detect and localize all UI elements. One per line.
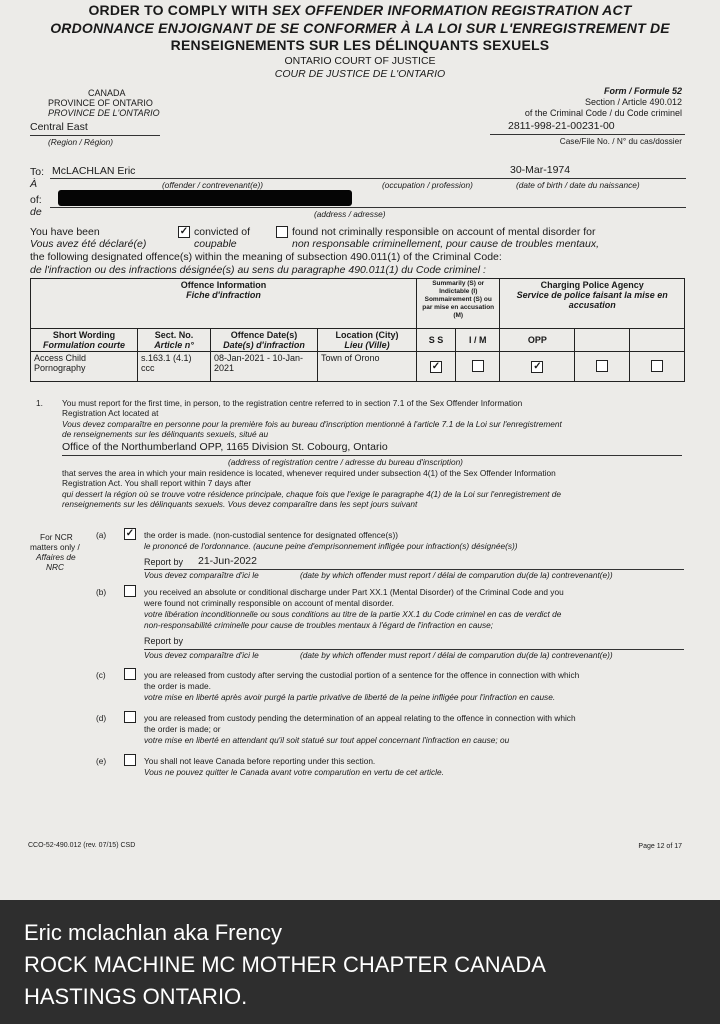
table-row (31, 352, 685, 382)
report-by-date: 21-Jun-2022 (198, 555, 257, 567)
cond-b-l1: you received an absolute or conditional discharge under Part XX.1 (Mental Disorder) of the Criminal Code and you (144, 587, 564, 597)
region-label: (Region / Région) (48, 137, 114, 147)
agency-header: Charging Police Agency Service de police faisant la mise en accusation (500, 279, 685, 329)
cond-e-checkbox[interactable] (124, 754, 136, 766)
vous-avez-ete: Vous avez été déclaré(e) (30, 238, 147, 250)
report-by-b-label: Report by (144, 636, 184, 646)
court-en: ONTARIO COURT OF JUSTICE (284, 55, 436, 67)
form-code-footer: CCO-52-490.012 (rev. 07/15) CSD (28, 842, 136, 849)
cond-a-label: (a) (96, 530, 107, 540)
report-date-label-b: (date by which offender must report / délai de comparution du(de la) contrevenant(e)) (300, 650, 613, 660)
cond-b-l4: non-responsabilité criminelle pour cause de troubles mentaux à l'égard de l'infraction en cause; (144, 620, 494, 630)
cond-b-l2: were found not criminally responsible on account of mental disorder. (144, 598, 394, 608)
para1-l5: that serves the area in which your main residence is located, whenever required under subsection 4(1) of the Sex Offender Information (62, 468, 556, 478)
ncr-note-l1: For NCR (40, 532, 73, 542)
cond-e-label: (e) (96, 756, 107, 766)
you-have-been: You have been (30, 226, 100, 238)
ss-checkbox[interactable]: ✓ (431, 360, 441, 372)
cond-d-l3: votre mise en liberté en attendant qu'il soit statué sur tout appel concernant l'infraction en cause; ou (144, 735, 510, 745)
ncr-note-l4: NRC (46, 562, 64, 572)
convicted-fr: coupable (194, 238, 237, 250)
a-label: À (30, 178, 38, 190)
cond-a-checkbox[interactable]: ✓ (125, 528, 135, 539)
col-opp: OPP (500, 329, 575, 352)
cond-d-l1: you are released from custody pending the determination of an appeal relating to the offence in connection with which (144, 713, 576, 723)
col-location: Location (City) Lieu (Ville) (318, 329, 417, 352)
designated-fr: de l'infraction ou des infractions désignée(s) au sens du paragraphe 490.011(1) du Code criminel : (30, 264, 486, 276)
occupation-label: (occupation / profession) (382, 180, 473, 190)
col-im: I / M (456, 329, 500, 352)
form-number: Form / Formule 52 (603, 86, 682, 96)
para1-l2: Registration Act located at (62, 408, 159, 418)
col-short-wording: Short Wording Formulation courte (31, 329, 138, 352)
vous-devez-b: Vous devez comparaître d'ici le (144, 650, 259, 660)
registration-office: Office of the Northumberland OPP, 1165 Division St. Cobourg, Ontario (62, 441, 388, 453)
caption-banner (0, 900, 720, 1024)
col-agency-blank-1 (575, 329, 630, 352)
para1-l3: Vous devez comparaître en personne pour la première fois au bureau d'inscription mentionné à l'article 7.1 de la Loi sur l'enregistrement (62, 419, 562, 429)
caption-line2: ROCK MACHINE MC MOTHER CHAPTER CANADA (24, 952, 546, 977)
offender-name: McLACHLAN Eric (52, 165, 136, 177)
report-by-label: Report by (144, 557, 184, 567)
opp-checkbox[interactable]: ✓ (533, 360, 542, 372)
para1-l4: de renseignements sur les délinquants sexuels, situé au (62, 429, 269, 439)
report-date-label-a: (date by which offender must report / délai de comparution du(de la) contrevenant(e)) (300, 570, 613, 580)
province-en: PROVINCE OF ONTARIO (48, 98, 153, 108)
cond-e-l2: Vous ne pouvez quitter le Canada avant votre comparution en vertu de cet article. (144, 767, 444, 777)
title-en: ORDER TO COMPLY WITH SEX OFFENDER INFORMATION REGISTRATION ACT (88, 2, 632, 18)
form-code: of the Criminal Code / du Code criminel (524, 108, 682, 118)
convicted-checkbox[interactable]: ✓ (179, 226, 189, 237)
col-ss: S S (417, 329, 456, 352)
region: Central East (30, 121, 88, 133)
offence-info-header: Offence Information Fiche d'infraction (31, 279, 417, 329)
agency-checkbox-2[interactable] (651, 360, 663, 372)
convicted-en: convicted of (194, 226, 251, 238)
para1-l8: renseignements sur les délinquants sexuels. Vous devez comparaître dans les sept jours suivant (62, 499, 418, 509)
ncr-note-l3: Affaires de (36, 552, 76, 562)
offender-dob: 30-Mar-1974 (510, 164, 571, 176)
vous-devez-a: Vous devez comparaître d'ici le (144, 570, 259, 580)
col-offence-dates: Offence Date(s) Date(s) d'infraction (211, 329, 318, 352)
cond-c-label: (c) (96, 670, 106, 680)
designated-en: the following designated offence(s) within the meaning of subsection 490.011(1) of the Criminal Code: (30, 251, 502, 263)
offence-table (30, 278, 685, 382)
para1-l7: qui dessert la région où se trouve votre résidence principale, chaque fois que l'exige le paragraphe 4(1) de la Loi sur l'enregistrement de (62, 489, 561, 499)
title-fr-line2: RENSEIGNEMENTS SUR LES DÉLINQUANTS SEXUELS (170, 37, 550, 53)
redacted-address (58, 190, 352, 206)
cond-c-l2: the order is made. (144, 681, 211, 691)
im-checkbox[interactable] (472, 360, 484, 372)
province-fr: PROVINCE DE L'ONTARIO (48, 108, 160, 118)
court-fr: COUR DE JUSTICE DE L'ONTARIO (274, 68, 446, 80)
summary-header: Summarily (S) or Indictable (I) Sommairement (S) ou par mise en accusation (M) (417, 279, 500, 329)
cond-a-fr: le prononcé de l'ordonnance. (aucune peine d'emprisonnement infligée pour infraction(s) désignée(s)) (144, 541, 518, 551)
row-section: s.163.1 (4.1) ccc (138, 352, 211, 382)
country: CANADA (88, 88, 126, 98)
caption-line1: Eric mclachlan aka Frency (24, 920, 282, 945)
cond-c-l3: votre mise en liberté après avoir purgé la partie privative de liberté de la peine infligée pour l'infraction en cause. (144, 692, 556, 702)
col-section: Sect. No. Article n° (138, 329, 211, 352)
row-location: Town of Orono (318, 352, 417, 382)
cond-d-label: (d) (96, 713, 107, 723)
dob-label: (date of birth / date du naissance) (516, 180, 640, 190)
para1-l1: You must report for the first time, in person, to the registration centre referred to in section 7.1 of the Sex Offender Information (62, 398, 523, 408)
cond-b-label: (b) (96, 587, 107, 597)
row-dates: 08-Jan-2021 - 10-Jan-2021 (211, 352, 318, 382)
de-label: de (30, 206, 42, 218)
cond-d-checkbox[interactable] (124, 711, 136, 723)
page-number: Page 12 of 17 (638, 843, 682, 850)
case-number: 2811-998-21-00231-00 (508, 120, 615, 132)
cond-c-l1: you are released from custody after serving the custodial portion of a sentence for the offence in connection with which (144, 670, 580, 680)
cond-c-checkbox[interactable] (124, 668, 136, 680)
ncr-checkbox[interactable] (276, 226, 288, 238)
col-agency-blank-2 (630, 329, 685, 352)
cond-d-l2: the order is made; or (144, 724, 221, 734)
title-fr-line1: ORDONNANCE ENJOIGNANT DE SE CONFORMER À LA LOI SUR L'ENREGISTREMENT DE (50, 20, 670, 36)
caption-line3: HASTINGS ONTARIO. (24, 984, 248, 1009)
office-label: (address of registration centre / adresse du bureau d'inscription) (228, 457, 463, 467)
ncr-en: found not criminally responsible on account of mental disorder for (292, 226, 596, 238)
cond-e-l1: You shall not leave Canada before reporting under this section. (144, 756, 376, 766)
cond-a-en: the order is made. (non-custodial sentence for designated offence(s)) (144, 530, 398, 540)
address-label: (address / adresse) (314, 209, 386, 219)
to-label: To: (30, 166, 45, 178)
ncr-note-l2: matters only / (30, 542, 80, 552)
of-label: of: (30, 194, 42, 206)
case-label: Case/File No. / N° du cas/dossier (559, 136, 682, 146)
ncr-fr: non responsable criminellement, pour cause de troubles mentaux, (292, 238, 600, 250)
cond-b-checkbox[interactable] (124, 585, 136, 597)
para1-l6: Registration Act. You shall report within 7 days after (62, 478, 252, 488)
offender-label: (offender / contrevenant(e)) (162, 180, 263, 190)
form-section: Section / Article 490.012 (584, 97, 682, 107)
cond-b-l3: votre libération inconditionnelle ou sous conditions au titre de la partie XX.1 du Code criminel en cas de verdict de (144, 609, 562, 619)
row-wording: Access Child Pornography (31, 352, 138, 382)
para1-number: 1. (36, 398, 43, 408)
agency-checkbox-1[interactable] (596, 360, 608, 372)
